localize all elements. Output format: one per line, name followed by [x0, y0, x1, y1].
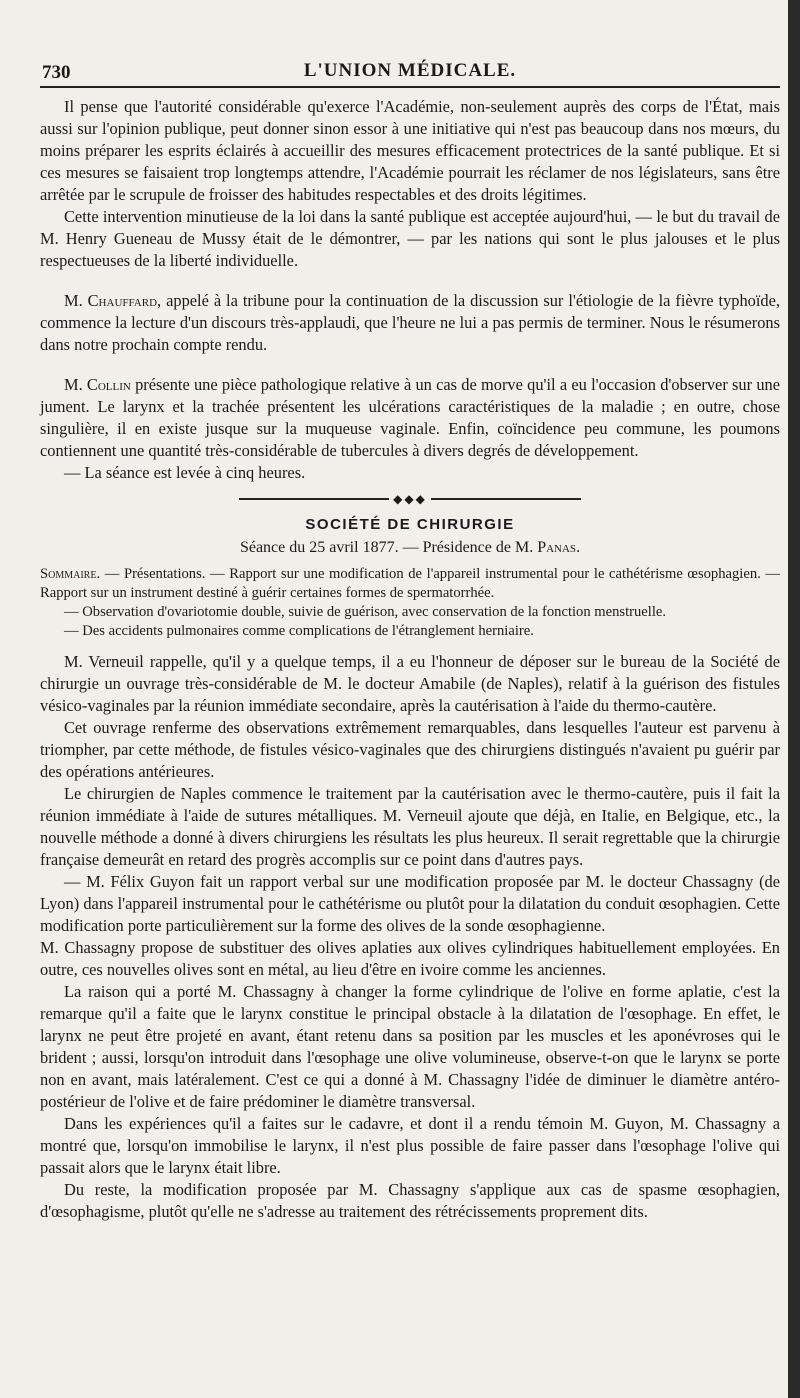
paragraph-experiences: Dans les expériences qu'il a faites sur le cadavre, et dont il a rendu témoin M. Guyon, M. Chassagny a montré que, lorsqu'on immobilise le larynx, il n'est plus possible de faire passer dans l'œsophage l'olive qui passait alors que le larynx était libre.: [40, 1114, 780, 1177]
paragraph-text: , appelé à la tribune pour la continuation de la discussion sur l'étiologie de la fièvre typhoïde, commence la lecture d'un discours très-applaudi, que l'heure ne lui a pas permis de terminer. Nous le résumerons dans notre prochain compte rendu.: [40, 291, 780, 354]
paragraph-raison: La raison qui a porté M. Chassagny à changer la forme cylindrique de l'olive en forme aplatie, c'est la remarque qu'il a faite que le larynx constitue le principal obstacle à la dilatation de l'œsophage. En effet, le larynx ne peut être projeté en avant, étant retenu dans sa position par les muscles et les aponévroses qui le brident ; aussi, lorsqu'on introduit dans l'œsophage une olive volumineuse, observe-t-on que le larynx se porte non en avant, mais latéralement. C'est ce qui a donné à M. Chassagny l'idée de diminuer le diamètre antéro-postérieur de l'olive et de faire prédominer le diamètre transversal.: [40, 982, 780, 1111]
paragraph-intervention: Cette intervention minutieuse de la loi dans la santé publique est acceptée aujourd'hui, — le but du travail de M. Henry Gueneau de Mussy était de le démontrer, — par les nations qui sont le plus jalouses et le plus respectueuses de la liberté individuelle.: [40, 207, 780, 270]
paragraph-chauffard: [40, 290, 780, 356]
page-edge: [788, 0, 800, 1398]
section-divider-ornament: ◆◆◆: [40, 490, 780, 508]
spacer: [40, 272, 780, 290]
page-number: 730: [42, 62, 71, 83]
summary-label: Sommaire.: [40, 566, 101, 582]
spacer: [40, 641, 780, 651]
paragraph-guyon: — M. Félix Guyon fait un rapport verbal sur une modification proposée par M. le docteur Chassagny (de Lyon) dans l'appareil instrumental pour le cathétérisme ou plutôt pour la dilatation du conduit œsophagien. Cette modification porte particulièrement sur la forme des olives de la sonde œsophagienne.: [40, 872, 780, 935]
summary-line: Sommaire. — Présentations. — Rapport sur une modification de l'appareil instrumental pour le cathétérisme œsophagien. — Rapport sur un instrument destiné à guérir certaines formes de spermatorrhée.: [40, 566, 780, 601]
spacer: [40, 356, 780, 374]
speaker-name: M. Chauffard: [64, 291, 158, 310]
summary-line: — Des accidents pulmonaires comme complications de l'étranglement herniaire.: [64, 623, 534, 639]
paragraph-ouvrage: Cet ouvrage renferme des observations extrêmement remarquables, dans lesquelles l'auteur est parvenu à triompher, par cette méthode, de fistules vésico-vaginales que des chirurgiens distingués n'avaient pu guérir par des opérations antérieures.: [40, 718, 780, 781]
paragraph-verneuil: M. Verneuil rappelle, qu'il y a quelque temps, il a eu l'honneur de déposer sur le bureau de la Société de chirurgie un ouvrage très-considérable de M. le docteur Amabile (de Naples), relatif à la guérison des fistules vésico-vaginales par la réunion immédiate secondaire, après la cautérisation à l'aide du thermo-cautère.: [40, 652, 780, 715]
president-name: Panas: [537, 539, 577, 556]
paragraph-academie: Il pense que l'autorité considérable qu'exerce l'Académie, non-seulement auprès des corps de l'État, mais aussi sur l'opinion publique, peut donner sinon essor à une initiative qui n'est pas beaucoup dans nos mœurs, du moins préparer les esprits éclairés à accueillir des mesures efficacement protectrices de la santé publique. Et si ces mesures se faisaient trop longtemps attendre, l'Académie pourrait les réclamer de nos législateurs, sans être arrêtée par le scrupule de froisser des habitudes respectables et des droits légitimes.: [40, 97, 780, 204]
journal-title: L'UNION MÉDICALE.: [303, 60, 517, 81]
paragraph-collin: [40, 374, 780, 462]
speaker-name: M. Collin: [64, 375, 131, 394]
running-header: [40, 52, 780, 88]
summary-line: — Observation d'ovariotomie double, suivie de guérison, avec conservation de la fonction menstruelle.: [64, 604, 667, 620]
summary-block: [40, 565, 780, 641]
session-line: Séance du 25 avril 1877. — Présidence de M. Panas.: [239, 539, 581, 556]
paragraph-reste: Du reste, la modification proposée par M. Chassagny s'applique aux cas de spasme œsophagien, d'œsophagisme, plutôt qu'elle ne s'adresse au traitement des rétrécissements proprement dits.: [40, 1180, 780, 1221]
paragraph-olives: M. Chassagny propose de substituer des olives aplaties aux olives cylindriques habituellement employées. En outre, ces nouvelles olives sont en métal, au lieu d'être en ivoire comme les anciennes.: [40, 938, 780, 979]
paragraph-naples: Le chirurgien de Naples commence le traitement par la cautérisation avec le thermo-cautère, puis il fait la réunion immédiate à l'aide de sutures métalliques. M. Verneuil ajoute que déjà, en Italie, en Belgique, etc., la nouvelle méthode a donné à divers chirurgiens les résultats les plus heureux. Il serait regrettable que la chirurgie française demeurât en retard des progrès accomplis sur ce point dans d'autres pays.: [40, 784, 780, 869]
section-title: SOCIÉTÉ DE CHIRURGIE: [305, 516, 515, 533]
closing-line: — La séance est levée à cinq heures.: [64, 463, 306, 482]
paragraph-text: présente une pièce pathologique relative à un cas de morve qu'il a eu l'occasion d'observer sur une jument. Le larynx et la trachée présentent les ulcérations caractéristiques de la maladie ; en outre, chose singulière, il en existe jusque sur la muqueuse vaginale. Enfin, coïncidence peu commune, les poumons contiennent une quantité très-considérable de tubercules à divers degrés de développement.: [40, 375, 780, 460]
